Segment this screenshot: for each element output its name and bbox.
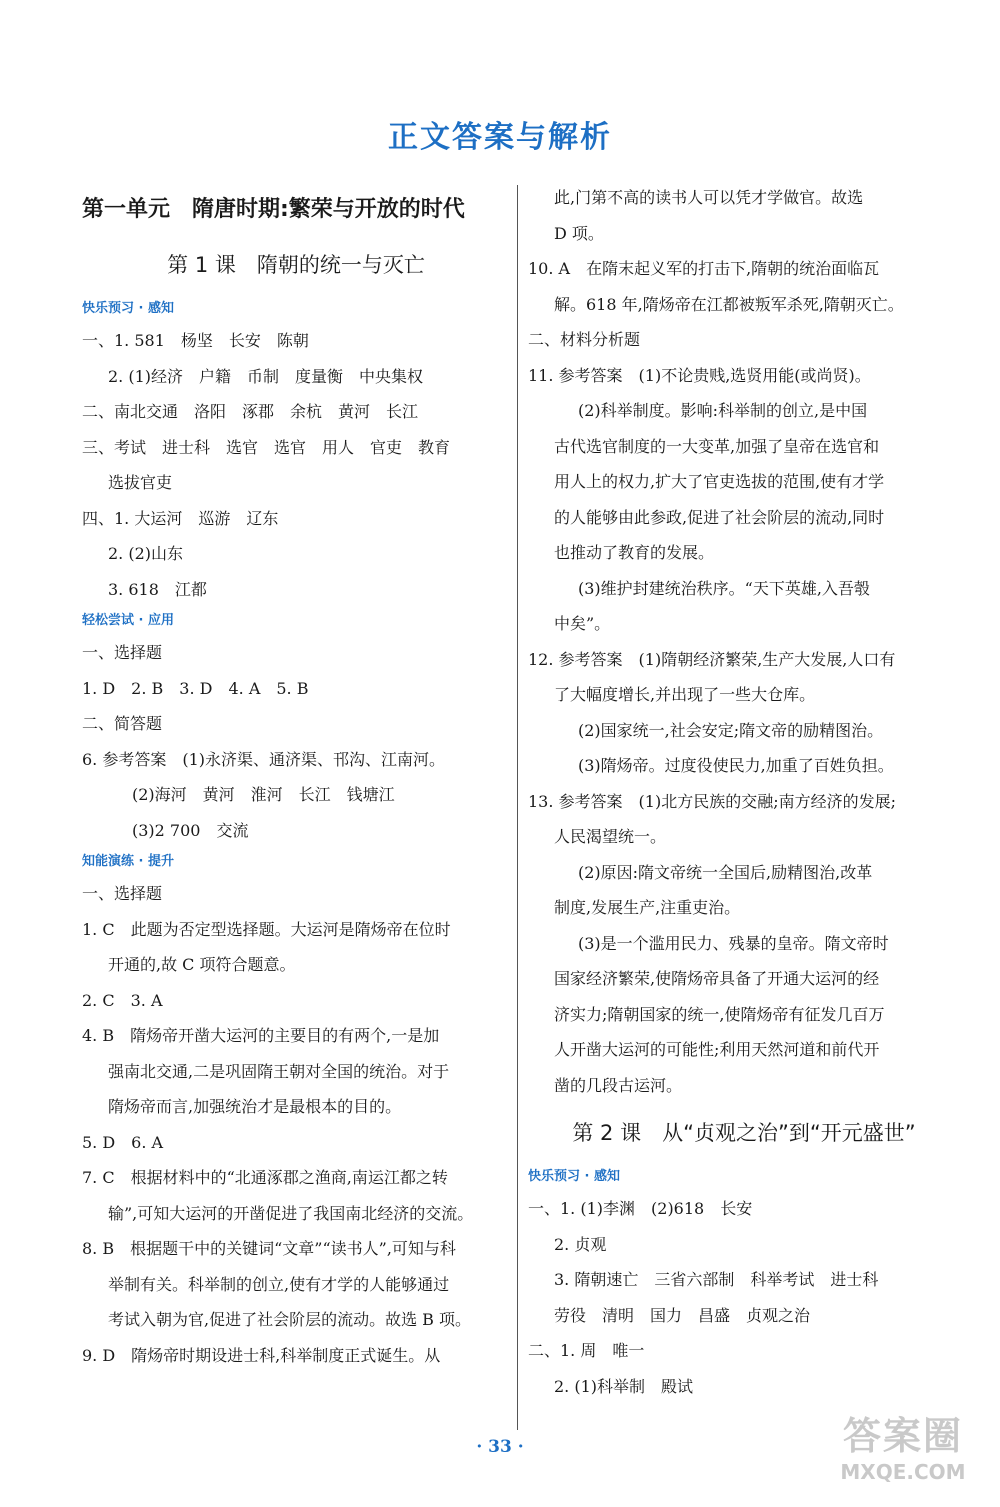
answer-line: 一、选择题	[82, 884, 163, 903]
answer-line: 人民渴望统一。	[554, 827, 667, 846]
answer-line: 的人能够由此参政,促进了社会阶层的流动,同时	[554, 507, 885, 527]
answer-line: 输”,可知大运河的开凿促进了我国南北经济的交流。	[108, 1203, 474, 1223]
answer-line: (2)原因:隋文帝统一全国后,励精图治,改革	[578, 862, 873, 882]
answer-line: 12. 参考答案 (1)隋朝经济繁荣,生产大发展,人口有	[528, 649, 896, 669]
page-title: 正文答案与解析	[388, 120, 612, 155]
page-number: · 33 ·	[476, 1437, 524, 1457]
section-label-preview: 快乐预习 · 感知	[528, 1169, 620, 1184]
answer-line: 举制有关。科举制的创立,使有才学的人能够通过	[108, 1274, 450, 1294]
answer-line: 考试入朝为官,促进了社会阶层的流动。故选 B 项。	[108, 1310, 472, 1329]
answer-line: 6. 参考答案 (1)永济渠、通济渠、邗沟、江南河。	[82, 749, 446, 769]
answer-line: 隋炀帝而言,加强统治才是最根本的目的。	[108, 1097, 402, 1116]
answer-line: 10. A 在隋末起义军的打击下,隋朝的统治面临瓦	[528, 259, 880, 278]
answer-line: 济实力;隋朝国家的统一,使隋炀帝有征发几百万	[554, 1004, 885, 1024]
answer-line: 开通的,故 C 项符合题意。	[108, 955, 296, 974]
answer-line: 9. D 隋炀帝时期设进士科,科举制度正式诞生。从	[82, 1345, 441, 1365]
lesson-1-title: 第 1 课 隋朝的统一与灭亡	[167, 253, 425, 277]
answer-line: 中矣”。	[554, 614, 611, 633]
answer-line: 四、1. 大运河 巡游 辽东	[82, 508, 279, 528]
answer-line: 二、南北交通 洛阳 涿郡 余杭 黄河 长江	[82, 402, 419, 421]
answer-line: 国家经济繁荣,使隋炀帝具备了开通大运河的经	[554, 969, 880, 988]
answer-line: 一、选择题	[82, 643, 163, 662]
section-label-drill: 知能演练 · 提升	[82, 854, 174, 869]
column-divider	[517, 185, 518, 1430]
answer-line: 三、考试 进士科 选官 选官 用人 官吏 教育	[82, 437, 451, 457]
answer-line: 解。618 年,隋炀帝在江都被叛军杀死,隋朝灭亡。	[554, 294, 904, 314]
answer-line: 二、1. 周 唯一	[528, 1341, 645, 1360]
answer-line: 古代选官制度的一大变革,加强了皇帝在选官和	[554, 436, 880, 456]
answer-line: 人开凿大运河的可能性;利用天然河道和前代开	[554, 1040, 880, 1059]
answer-line: 3. 618 江都	[108, 579, 207, 599]
answer-line: 8. B 根据题干中的关键词“文章”“读书人”,可知与科	[82, 1239, 456, 1258]
answer-line: 选拔官吏	[108, 473, 173, 492]
answer-line: 制度,发展生产,注重吏治。	[554, 898, 741, 917]
watermark-text: 答案圈	[842, 1414, 963, 1458]
lesson-2-title: 第 2 课 从“贞观之治”到“开元盛世”	[572, 1121, 916, 1145]
watermark-url: MXQE.COM	[840, 1460, 966, 1484]
answer-line: 2. (1)科举制 殿试	[554, 1376, 694, 1396]
answer-line: 此,门第不高的读书人可以凭才学做官。故选	[554, 188, 864, 207]
answer-line: (3)2 700 交流	[132, 820, 249, 840]
answer-line: 也推动了教育的发展。	[554, 543, 715, 562]
watermark-logo	[828, 1412, 978, 1492]
answer-line: 凿的几段古运河。	[554, 1075, 683, 1095]
answer-line: 2. (1)经济 户籍 币制 度量衡 中央集权	[108, 366, 424, 386]
answer-line: 11. 参考答案 (1)不论贵贱,选贤用能(或尚贤)。	[528, 365, 871, 385]
answer-line: 2. (2)山东	[108, 544, 184, 563]
answer-line: 13. 参考答案 (1)北方民族的交融;南方经济的发展;	[528, 791, 896, 811]
answer-line: 4. B 隋炀帝开凿大运河的主要目的有两个,一是加	[82, 1026, 440, 1045]
answer-line: 二、简答题	[82, 714, 163, 733]
section-label-try: 轻松尝试 · 应用	[82, 613, 174, 628]
answer-line: 强南北交通,二是巩固隋王朝对全国的统治。对于	[108, 1061, 450, 1081]
answer-line: D 项。	[554, 223, 604, 243]
answer-line: 一、1. (1)李渊 (2)618 长安	[528, 1199, 753, 1218]
answer-line: 用人上的权力,扩大了官吏选拔的范围,使有才学	[554, 472, 885, 491]
answer-line: (3)是一个滥用民力、残暴的皇帝。隋文帝时	[578, 933, 889, 953]
unit-title: 第一单元 隋唐时期:繁荣与开放的时代	[82, 197, 465, 222]
answer-line: 3. 隋朝速亡 三省六部制 科举考试 进士科	[554, 1270, 879, 1289]
answer-line: 7. C 根据材料中的“北通涿郡之渔商,南运江都之转	[82, 1168, 448, 1187]
answer-line: (3)隋炀帝。过度役使民力,加重了百姓负担。	[578, 756, 894, 775]
section-label-preview: 快乐预习 · 感知	[82, 301, 174, 316]
answer-line: (2)海河 黄河 淮河 长江 钱塘江	[132, 785, 395, 804]
answer-line: (3)维护封建统治秩序。“天下英雄,入吾彀	[578, 578, 870, 598]
right-column	[528, 180, 960, 1404]
answer-line: 2. C 3. A	[82, 990, 163, 1010]
answer-line: 2. 贞观	[554, 1234, 607, 1254]
answer-line: 一、1. 581 杨坚 长安 陈朝	[82, 331, 309, 350]
answer-line: 5. D 6. A	[82, 1132, 164, 1152]
answer-line: (2)国家统一,社会安定;隋文帝的励精图治。	[578, 720, 884, 740]
answer-line: 了大幅度增长,并出现了一些大仓库。	[554, 685, 816, 704]
answer-line: 二、材料分析题	[528, 330, 641, 349]
answer-line: 1. D 2. B 3. D 4. A 5. B	[82, 678, 309, 698]
answer-line: (2)科举制度。影响:科举制的创立,是中国	[578, 401, 868, 420]
answer-line: 1. C 此题为否定型选择题。大运河是隋炀帝在位时	[82, 919, 451, 939]
answer-line: 劳役 清明 国力 昌盛 贞观之治	[554, 1305, 811, 1325]
left-column	[82, 185, 510, 1373]
